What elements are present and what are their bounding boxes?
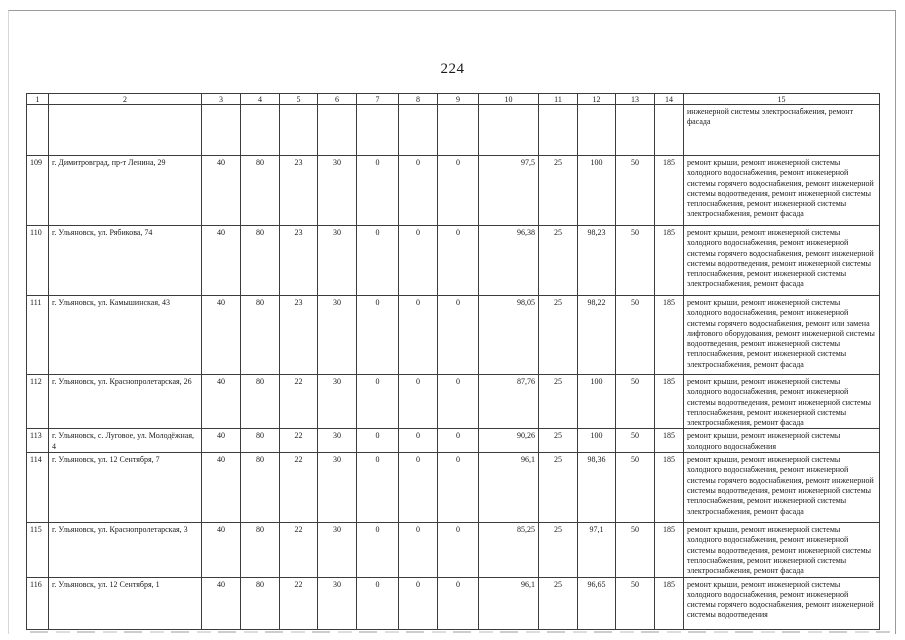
col-10-value: 96,1 <box>479 577 539 629</box>
row-number: 115 <box>27 523 49 577</box>
col-4-value <box>241 105 280 156</box>
address <box>49 105 202 156</box>
column-header: 2 <box>49 94 202 105</box>
col-4-value: 80 <box>241 577 280 629</box>
col-14-value: 185 <box>655 577 684 629</box>
col-11-value: 25 <box>539 156 578 226</box>
col-5-value: 23 <box>280 296 318 375</box>
col-3-value: 40 <box>202 296 241 375</box>
col-12-value: 98,23 <box>578 226 616 296</box>
col-10-value: 90,26 <box>479 429 539 453</box>
col-5-value: 22 <box>280 523 318 577</box>
col-8-value <box>399 105 438 156</box>
address: г. Ульяновск, ул. Краснопролетарская, 26 <box>49 375 202 429</box>
column-header: 7 <box>357 94 399 105</box>
col-14-value: 185 <box>655 453 684 523</box>
col-10-value: 96,1 <box>479 453 539 523</box>
column-header: 15 <box>684 94 880 105</box>
col-14-value: 185 <box>655 226 684 296</box>
works-description: ремонт крыши, ремонт инженерной системы холодного водоснабжения, ремонт инженерной системы горячего водоснабжения, ремонт или замена лифтового оборудования, ремонт инженерной системы водоотведения, ремонт инженерной системы теплоснабжения, ремонт инженерной системы электроснабжения, ремонт фасада <box>684 296 880 375</box>
col-13-value: 50 <box>616 156 655 226</box>
table-row <box>27 453 880 523</box>
col-3-value: 40 <box>202 429 241 453</box>
table-row <box>27 296 880 375</box>
column-header: 6 <box>318 94 357 105</box>
col-8-value: 0 <box>399 429 438 453</box>
col-8-value: 0 <box>399 156 438 226</box>
col-8-value: 0 <box>399 577 438 629</box>
col-13-value: 50 <box>616 523 655 577</box>
col-7-value: 0 <box>357 429 399 453</box>
col-4-value: 80 <box>241 453 280 523</box>
col-10-value: 87,76 <box>479 375 539 429</box>
col-11-value: 25 <box>539 226 578 296</box>
col-14-value: 185 <box>655 156 684 226</box>
col-13-value: 50 <box>616 453 655 523</box>
col-5-value: 22 <box>280 375 318 429</box>
table-row <box>27 523 880 577</box>
col-9-value: 0 <box>438 296 479 375</box>
table-row <box>27 577 880 629</box>
col-6-value <box>318 105 357 156</box>
column-header: 13 <box>616 94 655 105</box>
address: г. Ульяновск, ул. Камышинская, 43 <box>49 296 202 375</box>
column-header: 10 <box>479 94 539 105</box>
column-header: 9 <box>438 94 479 105</box>
col-11-value: 25 <box>539 577 578 629</box>
col-9-value: 0 <box>438 375 479 429</box>
col-12-value: 100 <box>578 375 616 429</box>
col-3-value: 40 <box>202 523 241 577</box>
works-description: инженерной системы электроснабжения, ремонт фасада <box>684 105 880 156</box>
col-14-value: 185 <box>655 375 684 429</box>
col-7-value <box>357 105 399 156</box>
row-number <box>27 105 49 156</box>
col-5-value: 23 <box>280 156 318 226</box>
works-description: ремонт крыши, ремонт инженерной системы холодного водоснабжения, ремонт инженерной системы горячего водоснабжения, ремонт инженерной системы водоотведения, ремонт инженерной системы теплоснабжения, ремонт инженерной системы электроснабжения, ремонт фасада <box>684 156 880 226</box>
column-header: 3 <box>202 94 241 105</box>
table-row <box>27 156 880 226</box>
works-description: ремонт крыши, ремонт инженерной системы холодного водоснабжения, ремонт инженерной системы горячего водоснабжения, ремонт инженерной системы водоотведения, ремонт инженерной системы теплоснабжения, ремонт инженерной системы электроснабжения, ремонт фасада <box>684 226 880 296</box>
col-7-value: 0 <box>357 375 399 429</box>
col-7-value: 0 <box>357 296 399 375</box>
col-12-value <box>578 105 616 156</box>
col-7-value: 0 <box>357 226 399 296</box>
col-5-value: 22 <box>280 429 318 453</box>
col-8-value: 0 <box>399 296 438 375</box>
col-4-value: 80 <box>241 429 280 453</box>
col-5-value: 22 <box>280 577 318 629</box>
row-number: 109 <box>27 156 49 226</box>
address: г. Ульяновск, ул. 12 Сентября, 1 <box>49 577 202 629</box>
col-6-value: 30 <box>318 296 357 375</box>
works-description: ремонт крыши, ремонт инженерной системы холодного водоснабжения, ремонт инженерной системы горячего водоснабжения, ремонт инженерной системы водоотведения, ремонт инженерной системы теплоснабжения, ремонт инженерной системы электроснабжения, ремонт фасада <box>684 453 880 523</box>
table-row <box>27 226 880 296</box>
col-3-value: 40 <box>202 453 241 523</box>
col-5-value: 22 <box>280 453 318 523</box>
address: г. Ульяновск, ул. Краснопролетарская, 3 <box>49 523 202 577</box>
address: г. Ульяновск, с. Луговое, ул. Молодёжная, 4 <box>49 429 202 453</box>
row-number: 112 <box>27 375 49 429</box>
col-4-value: 80 <box>241 156 280 226</box>
col-4-value: 80 <box>241 375 280 429</box>
col-11-value <box>539 105 578 156</box>
col-12-value: 100 <box>578 429 616 453</box>
col-9-value: 0 <box>438 226 479 296</box>
address: г. Димитровград, пр-т Ленина, 29 <box>49 156 202 226</box>
column-header: 5 <box>280 94 318 105</box>
col-7-value: 0 <box>357 156 399 226</box>
column-header: 11 <box>539 94 578 105</box>
col-13-value: 50 <box>616 375 655 429</box>
col-12-value: 96,65 <box>578 577 616 629</box>
col-14-value: 185 <box>655 523 684 577</box>
col-12-value: 100 <box>578 156 616 226</box>
row-number: 110 <box>27 226 49 296</box>
column-header: 4 <box>241 94 280 105</box>
address: г. Ульяновск, ул. 12 Сентября, 7 <box>49 453 202 523</box>
col-10-value: 85,25 <box>479 523 539 577</box>
col-11-value: 25 <box>539 375 578 429</box>
col-11-value: 25 <box>539 296 578 375</box>
column-header: 12 <box>578 94 616 105</box>
col-10-value <box>479 105 539 156</box>
col-6-value: 30 <box>318 226 357 296</box>
row-number: 113 <box>27 429 49 453</box>
works-description: ремонт крыши, ремонт инженерной системы холодного водоснабжения, ремонт инженерной системы водоотведения, ремонт инженерной системы теплоснабжения, ремонт инженерной системы электроснабжения, ремонт фасада <box>684 523 880 577</box>
col-4-value: 80 <box>241 226 280 296</box>
col-6-value: 30 <box>318 429 357 453</box>
col-10-value: 98,05 <box>479 296 539 375</box>
col-14-value: 185 <box>655 429 684 453</box>
table-body <box>27 94 880 630</box>
table-row <box>27 105 880 156</box>
page-number: 224 <box>440 61 465 77</box>
col-12-value: 97,1 <box>578 523 616 577</box>
col-10-value: 96,38 <box>479 226 539 296</box>
col-13-value: 50 <box>616 577 655 629</box>
column-header: 1 <box>27 94 49 105</box>
table-row <box>27 429 880 453</box>
row-number: 114 <box>27 453 49 523</box>
col-8-value: 0 <box>399 453 438 523</box>
col-6-value: 30 <box>318 156 357 226</box>
table-row <box>27 375 880 429</box>
col-10-value: 97,5 <box>479 156 539 226</box>
works-description: ремонт крыши, ремонт инженерной системы холодного водоснабжения, ремонт инженерной системы горячего водоснабжения, ремонт инженерной системы водоотведения <box>684 577 880 629</box>
row-number: 116 <box>27 577 49 629</box>
column-header: 8 <box>399 94 438 105</box>
col-13-value: 50 <box>616 296 655 375</box>
col-6-value: 30 <box>318 523 357 577</box>
row-number: 111 <box>27 296 49 375</box>
col-3-value: 40 <box>202 156 241 226</box>
address: г. Ульяновск, ул. Рябикова, 74 <box>49 226 202 296</box>
col-9-value: 0 <box>438 156 479 226</box>
header-row <box>27 94 880 105</box>
repair-table <box>26 93 880 630</box>
col-8-value: 0 <box>399 523 438 577</box>
col-3-value: 40 <box>202 577 241 629</box>
col-13-value: 50 <box>616 429 655 453</box>
col-7-value: 0 <box>357 523 399 577</box>
col-3-value: 40 <box>202 375 241 429</box>
col-4-value: 80 <box>241 296 280 375</box>
col-13-value <box>616 105 655 156</box>
col-13-value: 50 <box>616 226 655 296</box>
scan-artifact-line <box>30 631 890 633</box>
col-14-value: 185 <box>655 296 684 375</box>
col-9-value: 0 <box>438 429 479 453</box>
col-7-value: 0 <box>357 453 399 523</box>
col-6-value: 30 <box>318 577 357 629</box>
col-11-value: 25 <box>539 453 578 523</box>
col-8-value: 0 <box>399 375 438 429</box>
col-9-value: 0 <box>438 453 479 523</box>
col-11-value: 25 <box>539 523 578 577</box>
column-header: 14 <box>655 94 684 105</box>
works-description: ремонт крыши, ремонт инженерной системы холодного водоснабжения <box>684 429 880 453</box>
col-3-value <box>202 105 241 156</box>
col-6-value: 30 <box>318 375 357 429</box>
works-description: ремонт крыши, ремонт инженерной системы холодного водоснабжения, ремонт инженерной системы водоотведения, ремонт инженерной системы теплоснабжения, ремонт инженерной системы электроснабжения, ремонт фасада <box>684 375 880 429</box>
col-9-value <box>438 105 479 156</box>
col-12-value: 98,22 <box>578 296 616 375</box>
col-5-value: 23 <box>280 226 318 296</box>
col-11-value: 25 <box>539 429 578 453</box>
col-6-value: 30 <box>318 453 357 523</box>
col-9-value: 0 <box>438 577 479 629</box>
col-8-value: 0 <box>399 226 438 296</box>
col-12-value: 98,36 <box>578 453 616 523</box>
col-5-value <box>280 105 318 156</box>
col-14-value <box>655 105 684 156</box>
col-9-value: 0 <box>438 523 479 577</box>
col-3-value: 40 <box>202 226 241 296</box>
col-7-value: 0 <box>357 577 399 629</box>
col-4-value: 80 <box>241 523 280 577</box>
